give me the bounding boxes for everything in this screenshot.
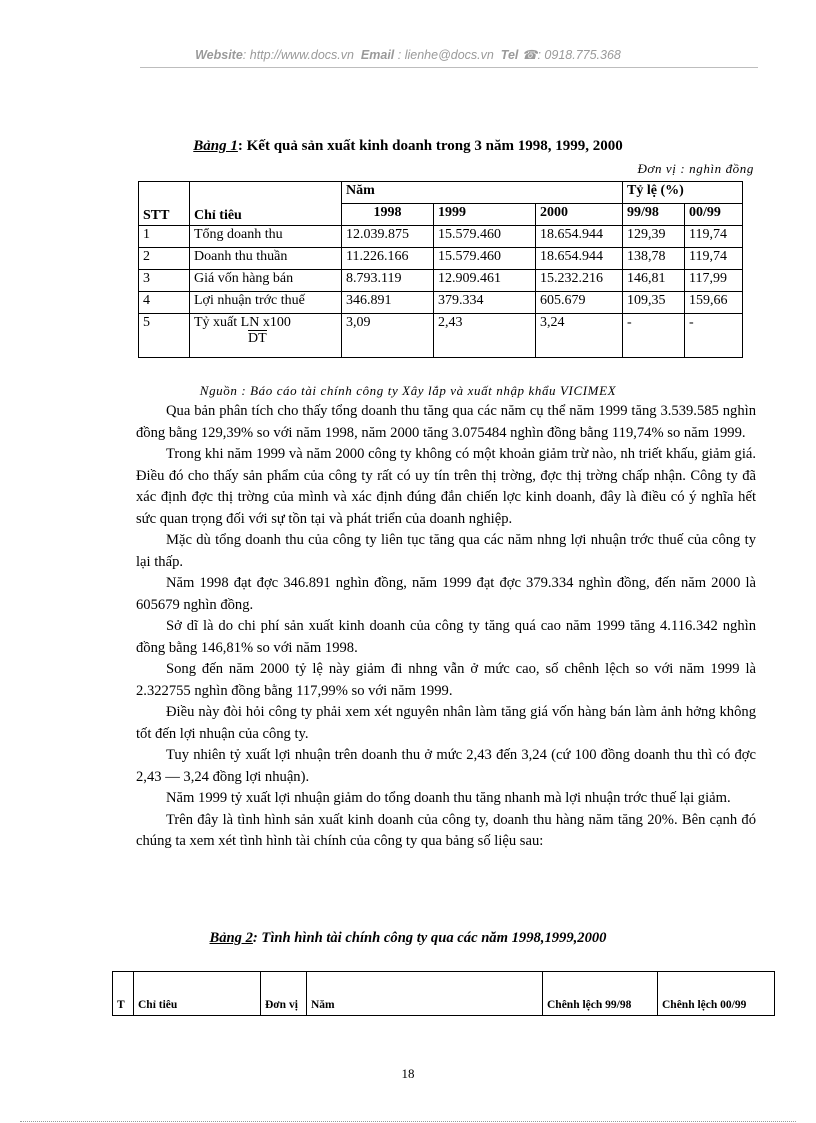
email-value: : lienhe@docs.vn <box>397 48 494 62</box>
header-divider <box>140 67 758 68</box>
cell-1998: 11.226.166 <box>342 248 434 270</box>
paragraph: Trong khi năm 1999 và năm 2000 công ty không có một khoản giảm trừ nào, nh triết khấu, giảm giá. Điều đó cho thấy sản phẩm của công ty rất có uy tín trên thị trờng, đợc thị trờng chấp nhận. Công ty đã xác định đợc thị trờng của mình và xác định đúng đắn chiến lợc kinh doanh, đây là điều có ý nghĩa hết sức quan trọng đối với sự tồn tại và phát triển của doanh nghiệp. <box>136 446 756 527</box>
cell-stt: 2 <box>139 248 190 270</box>
cell-name-text: Tỷ xuất LN x100 <box>194 315 291 330</box>
cell-name <box>190 314 342 358</box>
header-chitieu: Chỉ tiêu <box>134 972 261 1016</box>
website-value: : http://www.docs.vn <box>242 48 354 62</box>
header-chenhlech-99-98: Chênh lệch 99/98 <box>543 972 658 1016</box>
tel-value: : 0918.775.368 <box>537 48 621 62</box>
header-chenhlech-00-99: Chênh lệch 00/99 <box>658 972 775 1016</box>
table1-unit: Đơn vị : nghìn đồng <box>637 161 754 176</box>
header-stt: STT <box>139 182 190 226</box>
header-00-99: 00/99 <box>685 204 743 226</box>
finance-table <box>112 971 775 1016</box>
table-row <box>139 292 743 314</box>
header-2000: 2000 <box>536 204 623 226</box>
email-label: Email <box>360 48 395 62</box>
paragraph: Năm 1999 tỷ xuất lợi nhuận giảm do tổng doanh thu tăng nhanh mà lợi nhuận trớc thuế lại giảm. <box>166 790 731 806</box>
cell-ratio-2: - <box>685 314 743 358</box>
header-nam: Năm <box>342 182 623 204</box>
cell-name: Tổng doanh thu <box>190 226 342 248</box>
table-row <box>139 270 743 292</box>
page-number: 18 <box>401 1066 415 1081</box>
cell-2000: 18.654.944 <box>536 248 623 270</box>
cell-stt: 3 <box>139 270 190 292</box>
cell-ratio-2: 119,74 <box>685 248 743 270</box>
cell-1999: 12.909.461 <box>434 270 536 292</box>
cell-1999: 2,43 <box>434 314 536 358</box>
table1-title-text: : Kết quả sản xuất kinh doanh trong 3 năm 1998, 1999, 2000 <box>237 138 623 154</box>
paragraph: Trên đây là tình hình sản xuất kinh doanh của công ty, doanh thu hàng năm tăng 20%. Bên cạnh đó chúng ta xem xét tình hình tài chính của công ty qua bảng số liệu sau: <box>136 811 756 849</box>
paragraph: Qua bản phân tích cho thấy tổng doanh thu tăng qua các năm cụ thể năm 1999 tăng 3.539.585 nghìn đồng bằng 129,39% so với năm 1998, năm 2000 tăng 3.075484 nghìn đồng bằng 119,74% so năm 1999. <box>136 403 756 441</box>
cell-ratio-2: 117,99 <box>685 270 743 292</box>
header-nam: Năm <box>307 972 543 1016</box>
cell-1999: 15.579.460 <box>434 226 536 248</box>
table-header-row <box>139 182 743 204</box>
table1-source: Nguồn : Báo cáo tài chính công ty Xây lắp và xuất nhập khẩu VICIMEX <box>199 383 617 398</box>
header-donvi: Đơn vị <box>261 972 307 1016</box>
table1-title <box>0 138 816 155</box>
paragraph: Sở dĩ là do chi phí sản xuất kinh doanh của công ty tăng quá cao năm 1999 tăng 4.116.342 nghìn đồng bằng 146,81% so với năm 1998. <box>136 618 756 656</box>
table2-label: Bảng 2 <box>209 930 253 946</box>
cell-ratio-1: 129,39 <box>623 226 685 248</box>
table-row <box>139 226 743 248</box>
cell-ratio-1: - <box>623 314 685 358</box>
header-1999: 1999 <box>434 204 536 226</box>
cell-stt: 1 <box>139 226 190 248</box>
paragraph: Song đến năm 2000 tỷ lệ này giảm đi nhng vẫn ở mức cao, số chênh lệch so với năm 1999 là 2.322755 nghìn đồng bằng 117,99% so với năm 1999. <box>136 661 756 699</box>
cell-stt: 5 <box>139 314 190 358</box>
cell-1998: 3,09 <box>342 314 434 358</box>
paragraph: Tuy nhiên tỷ xuất lợi nhuận trên doanh thu ở mức 2,43 đến 3,24 (cứ 100 đồng doanh thu thì có đợc 2,43 — 3,24 đồng lợi nhuận). <box>136 747 756 785</box>
header-1998: 1998 <box>342 204 434 226</box>
cell-name: Doanh thu thuần <box>190 248 342 270</box>
paragraph: Năm 1998 đạt đợc 346.891 nghìn đồng, năm 1999 đạt đợc 379.334 nghìn đồng, đến năm 2000 là 605679 nghìn đồng. <box>136 575 756 613</box>
cell-1999: 15.579.460 <box>434 248 536 270</box>
paragraph: Điều này đòi hỏi công ty phải xem xét nguyên nhân làm tăng giá vốn hàng bán làm ảnh hởng không tốt đến lợi nhuận của công ty. <box>136 704 756 742</box>
cell-2000: 605.679 <box>536 292 623 314</box>
table-row <box>139 314 743 358</box>
cell-name: Giá vốn hàng bán <box>190 270 342 292</box>
header-chitieu: Chỉ tiêu <box>190 182 342 226</box>
header-t: T <box>113 972 134 1016</box>
website-label: Website <box>195 48 243 62</box>
cell-ratio-2: 119,74 <box>685 226 743 248</box>
table2-title-text: : Tình hình tài chính công ty qua các năm 1998,1999,2000 <box>252 930 607 946</box>
table-row <box>139 248 743 270</box>
cell-1998: 12.039.875 <box>342 226 434 248</box>
table2-title <box>0 930 816 947</box>
phone-icon: ☎ <box>521 48 538 62</box>
cell-ratio-1: 138,78 <box>623 248 685 270</box>
results-table <box>138 181 743 358</box>
cell-2000: 3,24 <box>536 314 623 358</box>
cell-2000: 15.232.216 <box>536 270 623 292</box>
cell-1998: 346.891 <box>342 292 434 314</box>
header-tyle: Tỷ lệ (%) <box>623 182 743 204</box>
cell-1999: 379.334 <box>434 292 536 314</box>
body-text <box>136 401 756 853</box>
footer-divider <box>20 1121 796 1122</box>
cell-name: Lợi nhuận trớc thuế <box>190 292 342 314</box>
header-99-98: 99/98 <box>623 204 685 226</box>
cell-ratio-2: 159,66 <box>685 292 743 314</box>
table1-label: Bảng 1 <box>193 138 238 154</box>
page-header <box>0 47 816 62</box>
table-header-row <box>113 972 775 1016</box>
cell-ratio-1: 109,35 <box>623 292 685 314</box>
paragraph: Mặc dù tổng doanh thu của công ty liên tục tăng qua các năm nhng lợi nhuận trớc thuế của công ty lại thấp. <box>136 532 756 570</box>
tel-label: Tel <box>500 48 519 62</box>
cell-stt: 4 <box>139 292 190 314</box>
cell-2000: 18.654.944 <box>536 226 623 248</box>
cell-1998: 8.793.119 <box>342 270 434 292</box>
cell-name-denominator: DT <box>248 331 267 346</box>
cell-ratio-1: 146,81 <box>623 270 685 292</box>
